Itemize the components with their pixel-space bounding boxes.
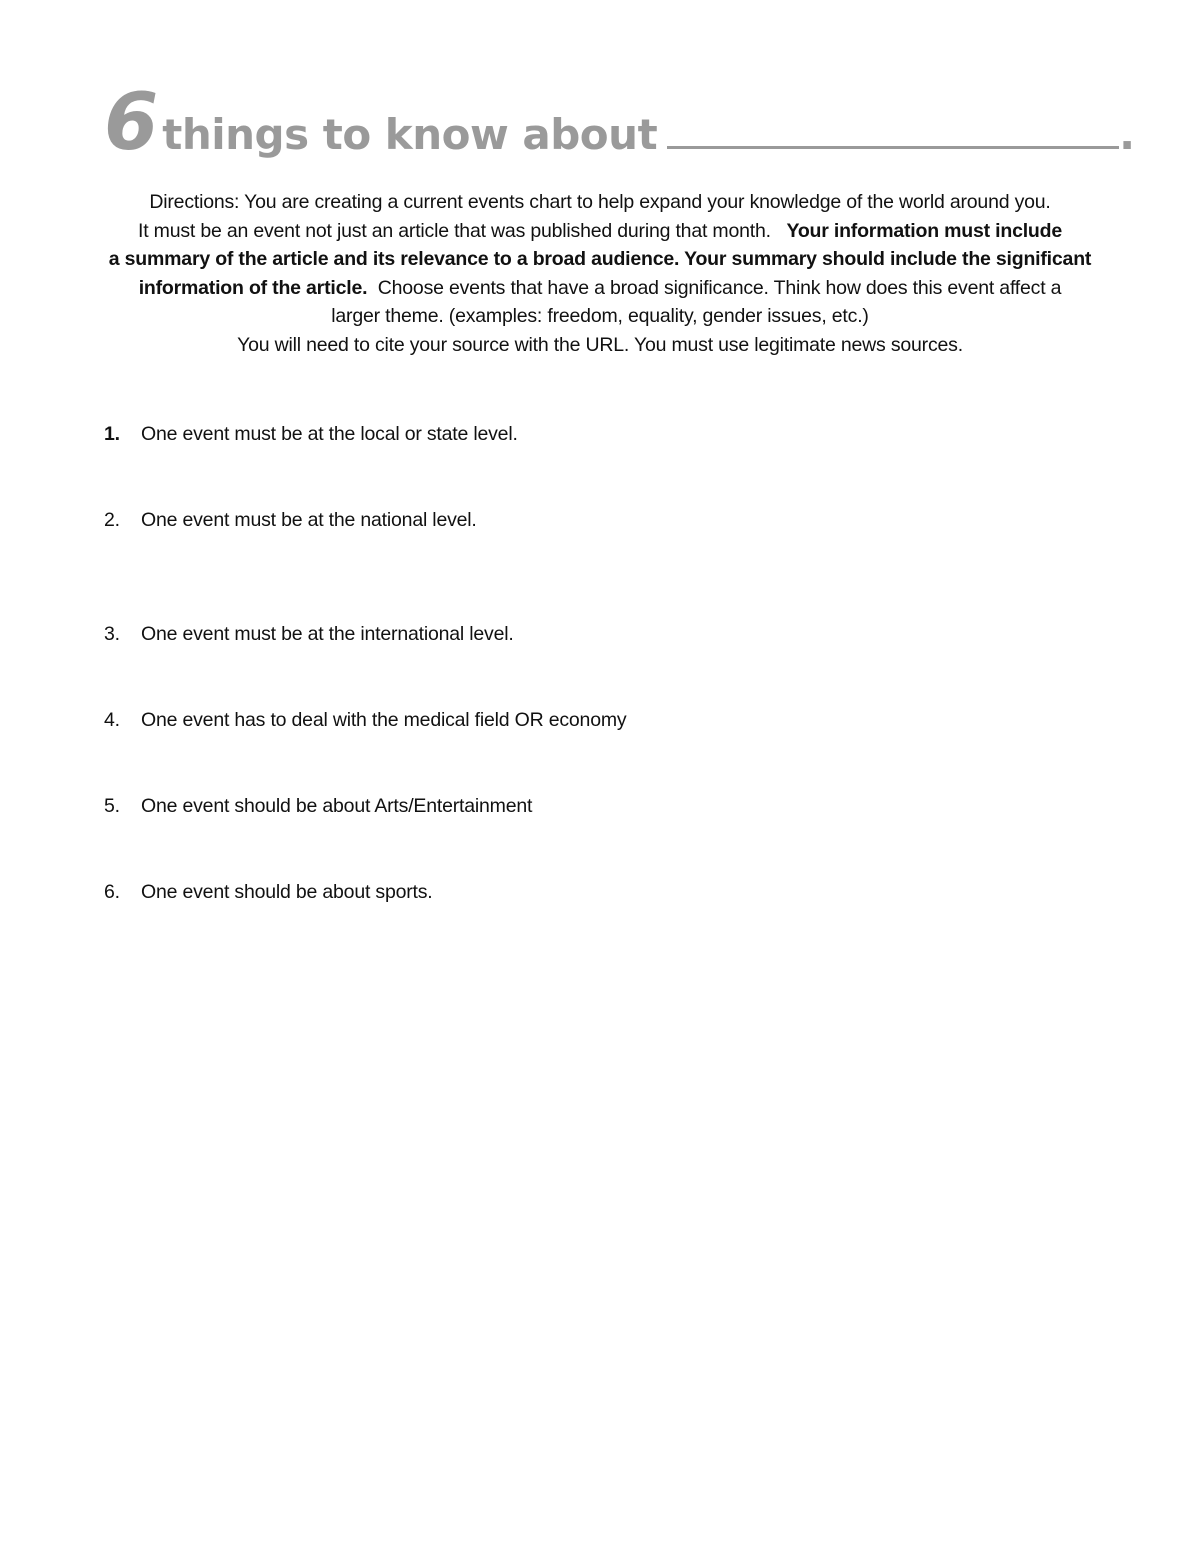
- list-item-number: 6.: [104, 881, 120, 903]
- list-item-number: 5.: [104, 795, 120, 817]
- list-item-number: 4.: [104, 709, 120, 731]
- directions-line-3: [60, 245, 1140, 274]
- title-text: things to know about: [162, 110, 658, 159]
- directions-line-4-plain: Choose events that have a broad significance. Think how does this event affect a: [377, 276, 1062, 299]
- list-item-text: One event must be at the international level.: [141, 623, 514, 645]
- list-item-text: One event has to deal with the medical field OR economy: [141, 709, 627, 731]
- list-item: [104, 709, 626, 732]
- directions-line-2-bold: Your information must include: [786, 219, 1062, 242]
- title-fill-in-blank: [667, 106, 1119, 149]
- list-item-number: 1.: [104, 423, 120, 445]
- title-number: 6: [104, 78, 157, 168]
- list-item-text: One event must be at the local or state level.: [141, 423, 518, 445]
- title-end-mark: .: [1119, 110, 1136, 159]
- directions-paragraph: [60, 188, 1140, 359]
- directions-line-3-bold: a summary of the article and its relevance to a broad audience. Your summary should include the significant: [108, 248, 1092, 270]
- directions-line-6: You will need to cite your source with the URL. You must use legitimate news sources.: [237, 333, 963, 356]
- directions-line-4: [60, 274, 1140, 303]
- list-item-text: One event should be about Arts/Entertainment: [141, 795, 533, 817]
- directions-line-2-plain: It must be an event not just an article that was published during that month.: [138, 219, 771, 242]
- list-item: [104, 423, 518, 446]
- directions-line-4-bold: information of the article.: [138, 276, 368, 299]
- list-item-number: 3.: [104, 623, 120, 645]
- list-item: [104, 881, 433, 904]
- list-item-number: 2.: [104, 509, 120, 531]
- list-item: [104, 623, 514, 646]
- list-item-text: One event must be at the national level.: [141, 509, 477, 531]
- page-title: [104, 78, 1136, 178]
- list-item-text: One event should be about sports.: [141, 881, 433, 903]
- list-item: [104, 509, 477, 532]
- directions-line-1: Directions: You are creating a current events chart to help expand your knowledge of the world around you.: [149, 191, 1051, 213]
- directions-line-5: larger theme. (examples: freedom, equality, gender issues, etc.): [331, 305, 869, 327]
- directions-line-2: [60, 217, 1140, 246]
- list-item: [104, 795, 532, 818]
